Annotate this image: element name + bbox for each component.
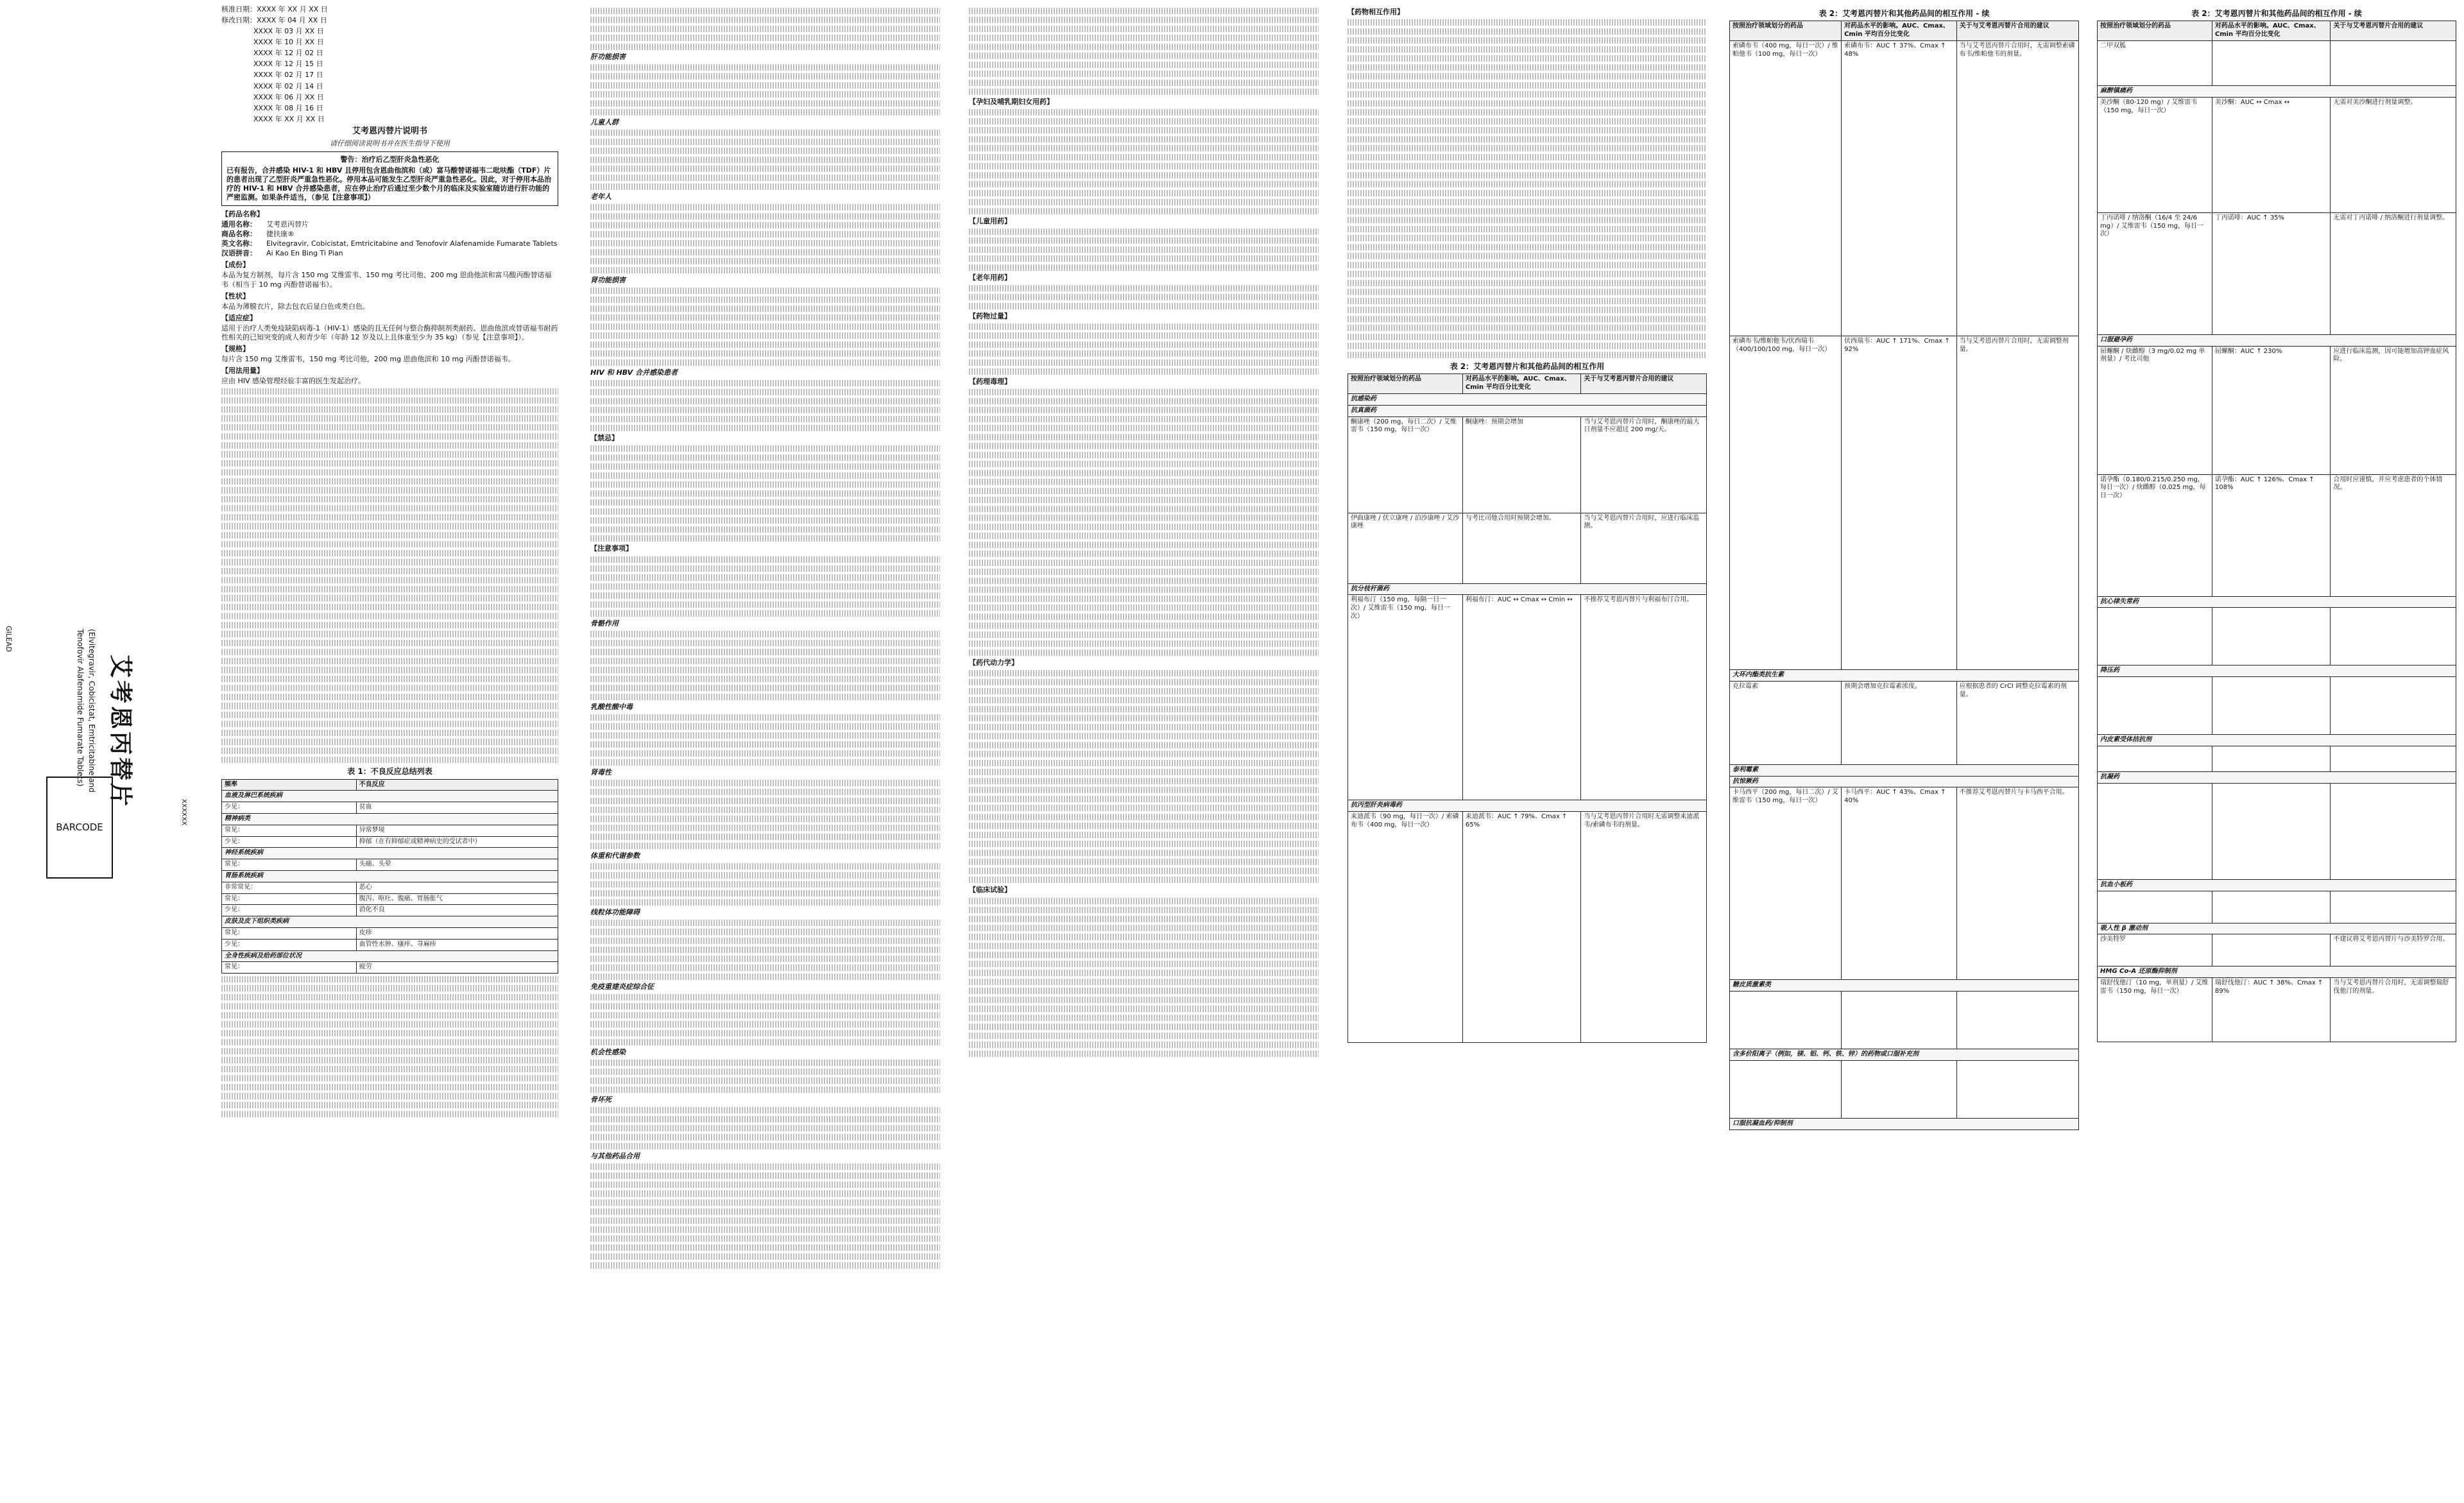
table-2-continued-title: 表 2：艾考恩丙替片和其他药品间的相互作用 - 续 [2191, 9, 2362, 18]
table-cell: 卡马西平：AUC ↑ 43%、Cmax ↑ 40% [1842, 787, 1957, 980]
body-text-block [590, 204, 940, 273]
rotated-english-name-2: Tenofovir Alafenamide Fumarate Tablets) [76, 629, 85, 787]
date-line: XXXX 年 12 月 02 日 [253, 49, 323, 58]
table-cell: 无需对美沙酮进行剂量调整。 [2331, 97, 2456, 212]
subsection-heading: 线粒体功能障碍 [590, 907, 640, 916]
subsection-heading: 免疫重建炎症综合征 [590, 982, 654, 991]
table-section: 口服避孕药 [2098, 334, 2456, 346]
indications-text: 适用于治疗人类免疫缺陷病毒-1（HIV-1）感染的且无任何与整合酶抑制剂类耐药、恩曲他滨或替诺福韦耐药性相关的已知突变的成人和青少年（年龄 12 岁及以上且体重至少为 35 kg）（参见【注意事项】）。 [221, 323, 558, 341]
section-geriatric: 【老年用药】 [969, 273, 1011, 282]
body-text-block [590, 1060, 940, 1093]
table-cell: 索磷布韦：AUC ↑ 37%、Cmax ↑ 48% [1842, 40, 1957, 336]
column-6 [2097, 5, 2456, 1042]
table-section: 大环内酯类抗生素 [1730, 669, 2079, 681]
column-header: 不良反应 [356, 779, 558, 791]
column-header: 关于与艾考恩丙替片合用的建议 [1956, 21, 2078, 41]
table-row: 精神病类 [222, 814, 558, 825]
section-properties: 【性状】 [221, 291, 250, 300]
table-cell: 少见： [222, 939, 357, 950]
date-line: XXXX 年 02 月 14 日 [253, 82, 323, 90]
table-cell: 当与艾考恩丙替片合用时，无需调整剂量。 [1956, 336, 2078, 669]
body-text-block [590, 714, 940, 766]
value: Ai Kao En Bing Ti Pian [266, 249, 343, 258]
trade-name-row [221, 230, 558, 239]
properties-text: 本品为薄膜衣片，除去包衣后显白色或类白色。 [221, 302, 370, 311]
table-cell: 酮康唑（200 mg，每日二次）/ 艾维雷韦（150 mg，每日一次） [1348, 417, 1463, 513]
subsection-heading: 骨坏死 [590, 1095, 612, 1104]
document-title: 艾考恩丙替片说明书 [352, 126, 427, 136]
section-precautions: 【注意事项】 [590, 544, 633, 553]
table-cell: 不推荐艾考恩丙替片与卡马西平合用。 [1956, 787, 2078, 980]
table-section: 泰利霉素 [1730, 764, 2079, 776]
table-section: HMG Co-A 还原酶抑制剂 [2098, 966, 2456, 978]
revision-dates [221, 5, 558, 124]
table-cell: 少见： [222, 836, 357, 848]
table-cell: 腹泻、呕吐、腹痛、胃肠胀气 [356, 893, 558, 905]
section-overdose: 【药物过量】 [969, 312, 1011, 321]
table-cell: 瑞舒伐他汀：AUC ↑ 38%、Cmax ↑ 89% [2212, 978, 2330, 1042]
table-cell: 伊曲康唑 / 伏立康唑 / 泊沙康唑 / 艾沙康唑 [1348, 513, 1463, 583]
interaction-table-continued [2097, 21, 2456, 1042]
body-text-block [590, 64, 940, 116]
document-subtitle: 请仔细阅读说明书并在医生指导下使用 [330, 139, 450, 148]
body-text-block [969, 228, 1319, 271]
table-row: 神经系统疾病 [222, 848, 558, 859]
table-cell: 合用时应谨慎，并应考虑患者的个体情况。 [2331, 474, 2456, 596]
column-header: 关于与艾考恩丙替片合用的建议 [2331, 21, 2456, 41]
english-name-row [221, 239, 558, 248]
table-section: 麻醉镇痛药 [2098, 85, 2456, 97]
subsection-heading: 肾毒性 [590, 768, 612, 777]
table-cell: 美沙酮（80-120 mg）/ 艾维雷韦（150 mg，每日一次） [2098, 97, 2212, 212]
rotated-code: XXXXXX [180, 799, 187, 826]
table-cell: 常见： [222, 928, 357, 940]
body-text-block [590, 556, 940, 617]
body-text-block [969, 285, 1319, 309]
body-text-block [969, 8, 1319, 95]
gilead-logo: GILEAD [4, 626, 13, 652]
column-header: 对药品水平的影响。AUC、Cmax、Cmin 平均百分比变化 [1842, 21, 1957, 41]
table-cell: 当与艾考恩丙替片合用时，无需调整瑞舒伐他汀的剂量。 [2331, 978, 2456, 1042]
table-cell: 卡马西平（200 mg，每日二次）/ 艾维雷韦（150 mg，每日一次） [1730, 787, 1842, 980]
table-cell: 利福布汀：AUC ↔ Cmax ↔ Cmin ↔ [1462, 595, 1580, 800]
body-text-block [221, 976, 558, 1117]
subsection-heading: 肝功能损害 [590, 53, 626, 61]
column-1 [221, 5, 558, 1120]
table-section: 内皮素受体拮抗剂 [2098, 735, 2456, 746]
table-section: 抗凝药 [2098, 771, 2456, 783]
table-cell: 克拉霉素 [1730, 681, 1842, 764]
table-subsection: 抗丙型肝炎病毒药 [1348, 800, 1707, 812]
table-cell: 诺孕酯（0.180/0.215/0.250 mg，每日一次）/ 炔雌醇（0.025 mg，每日一次） [2098, 474, 2212, 596]
table-cell: 少见： [222, 802, 357, 814]
table-cell: 抑郁（在有抑郁症或精神病史的受试者中） [356, 836, 558, 848]
table-cell: 异常梦境 [356, 825, 558, 836]
table-2-continued-title: 表 2：艾考恩丙替片和其他药品间的相互作用 - 续 [1818, 9, 1990, 18]
boxed-warning [221, 151, 558, 206]
date-line: XXXX 年 12 月 15 日 [253, 60, 323, 69]
subsection-heading: HIV 和 HBV 合并感染患者 [590, 368, 678, 377]
table-cell: 无需对丁丙诺啡 / 纳洛酮进行剂量调整。 [2331, 212, 2456, 334]
table-cell: 索磷布韦（400 mg，每日一次）/ 维帕他韦（100 mg，每日一次） [1730, 40, 1842, 336]
value: 捷扶康® [266, 230, 295, 239]
composition-text: 本品为复方制剂，每片含 150 mg 艾维雷韦、150 mg 考比司他、200 mg 恩曲他滨和富马酸丙酚替诺福韦（相当于 10 mg 丙酚替诺福韦）。 [221, 271, 552, 289]
table-cell: 与考比司他合用时预期会增加。 [1462, 513, 1580, 583]
table-cell: 沙美特罗 [2098, 934, 2212, 966]
pinyin-row [221, 249, 558, 258]
table-cell: 常见： [222, 962, 357, 974]
table-row: 皮肤及皮下组织类疾病 [222, 916, 558, 928]
table-cell: 瑞舒伐他汀（10 mg，单剂量）/ 艾维雷韦（150 mg，每日一次） [2098, 978, 2212, 1042]
date-line: XXXX 年 02 月 17 日 [253, 71, 323, 80]
label: 商品名称： [221, 230, 257, 239]
table-section: 糖皮质激素类 [1730, 980, 2079, 992]
section-clinical-trials: 【临床试验】 [969, 886, 1011, 895]
table-row: 血液及淋巴系统疾病 [222, 791, 558, 802]
body-text-block [590, 288, 940, 366]
table-cell: 当与艾考恩丙替片合用时无需调整来迪派韦/索磷布韦的剂量。 [1581, 812, 1707, 1043]
table-cell: 利福布汀（150 mg，每隔一日一次）/ 艾维雷韦（150 mg，每日一次） [1348, 595, 1463, 800]
table-cell: 诺孕酯：AUC ↑ 126%、Cmax ↑ 108% [2212, 474, 2330, 596]
value: Elvitegravir, Cobicistat, Emtricitabine and Tenofovir Alafenamide Fumarate Tablets [266, 239, 558, 248]
table-cell: 恶心 [356, 882, 558, 893]
table-row: 全身性疾病及给药部位状况 [222, 950, 558, 962]
table-subsection: 抗真菌药 [1348, 405, 1707, 417]
label: 通用名称： [221, 220, 257, 229]
subsection-heading: 儿童人群 [590, 118, 619, 127]
table-section: 抗血小板药 [2098, 879, 2456, 891]
body-text-block [590, 920, 940, 980]
subsection-heading: 乳酸性酸中毒 [590, 702, 633, 711]
table-cell: 丁丙诺啡 / 纳洛酮（16/4 至 24/6 mg）/ 艾维雷韦（150 mg，每日一次） [2098, 212, 2212, 334]
body-text-block [590, 994, 940, 1045]
table-cell: 血管性水肿、瘙痒、荨麻疹 [356, 939, 558, 950]
warning-body: 已有报告，合并感染 HIV-1 和 HBV 且停用包含恩曲他滨和（或）富马酸替诺福韦二吡呋酯（TDF）片的患者出现了乙型肝炎严重急性恶化。停用本品可能发生乙型肝炎严重急性恶化。因此，对于停用本品治疗的 HIV-1 和 HBV 合并感染患者，应在停止治疗后通过至少数个月的临床及实验室随访进行肝功能的严密监测。如果条件适当，（参见【注意事项】） [227, 166, 551, 202]
table-cell: 头痛、头晕 [356, 859, 558, 871]
table-cell: 不推荐艾考恩丙替片与利福布汀合用。 [1581, 595, 1707, 800]
label: 英文名称： [221, 239, 257, 248]
date-line: XXXX 年 08 月 16 日 [253, 103, 323, 112]
section-drug-name: 【药品名称】 [221, 209, 264, 218]
body-text-block [590, 631, 940, 700]
table-cell: 索磷布韦/维帕他韦/伏西瑞韦（400/100/100 mg，每日一次） [1730, 336, 1842, 669]
table-cell: 贫血 [356, 802, 558, 814]
date-line: XXXX 年 03 月 XX 日 [253, 27, 324, 36]
body-text-block [590, 1164, 940, 1269]
table-2-title: 表 2：艾考恩丙替片和其他药品间的相互作用 [1450, 362, 1605, 372]
body-text-block [590, 445, 940, 542]
subsection-heading: 体重和代谢参数 [590, 851, 640, 860]
column-header: 频率 [222, 779, 357, 791]
specification-text: 每片含 150 mg 艾维雷韦，150 mg 考比司他，200 mg 恩曲他滨和 10 mg 丙酚替诺福韦。 [221, 355, 515, 364]
subsection-heading: 肾功能损害 [590, 276, 626, 285]
table-cell: 当与艾考恩丙替片合用时，应进行临床监测。 [1581, 513, 1707, 583]
date-line: 修改日期：XXXX 年 04 月 XX 日 [221, 16, 327, 25]
interaction-table-continued [1729, 21, 2079, 1129]
body-text-block [590, 780, 940, 849]
column-header: 对药品水平的影响。AUC、Cmax、Cmin 平均百分比变化 [1462, 374, 1580, 394]
date-line: XXXX 年 10 月 XX 日 [253, 38, 324, 47]
section-pharmacokinetics: 【药代动力学】 [969, 658, 1018, 667]
rotated-product-title: 艾考恩丙替片 [107, 655, 133, 809]
section-composition: 【成份】 [221, 261, 250, 270]
warning-title: 警告：治疗后乙型肝炎急性恶化 [340, 155, 440, 164]
table-section: 抗心律失常药 [2098, 596, 2456, 608]
column-header: 对药品水平的影响。AUC、Cmax、Cmin 平均百分比变化 [2212, 21, 2330, 41]
section-pregnancy: 【孕妇及哺乳期妇女用药】 [969, 98, 1054, 106]
table-1-title: 表 1：不良反应总结列表 [347, 767, 432, 777]
column-header: 按照治疗领域划分的药品 [1348, 374, 1463, 394]
table-section: 吸入性 β 激动剂 [2098, 923, 2456, 934]
table-section: 抗感染药 [1348, 394, 1707, 406]
column-5 [1729, 5, 2079, 1130]
table-cell: 美沙酮：AUC ↔ Cmax ↔ [2212, 97, 2330, 212]
section-usage: 【用法用量】 [221, 366, 264, 375]
body-text-block [590, 130, 940, 190]
table-cell: 伏西瑞韦：AUC ↑ 171%、Cmax ↑ 92% [1842, 336, 1957, 669]
body-text-block [221, 388, 558, 763]
barcode: BARCODE [46, 777, 113, 879]
section-pharmacology: 【药理毒理】 [969, 377, 1011, 386]
body-text-block [590, 1107, 940, 1149]
date-line: XXXX 年 06 月 XX 日 [253, 92, 324, 101]
left-fold-strip [0, 0, 205, 1503]
table-section: 抗惊厥药 [1730, 776, 2079, 787]
table-cell: 应根据患者的 CrCl 调整克拉霉素的剂量。 [1956, 681, 2078, 764]
table-cell: 消化不良 [356, 905, 558, 916]
table-section: 含多价阳离子（例如，镁、铝、钙、铁、锌）的药物或口服补充剂 [1730, 1049, 2079, 1061]
body-text-block [969, 898, 1319, 1057]
subsection-heading: 与其他药品合用 [590, 1152, 640, 1161]
subsection-heading: 骨骼作用 [590, 619, 619, 628]
date-line: XXXX 年 XX 月 XX 日 [253, 114, 325, 123]
table-cell: 应进行临床监测，因可能增加高钾血症风险。 [2331, 346, 2456, 474]
table-cell: 皮疹 [356, 928, 558, 940]
body-text-block [969, 323, 1319, 375]
body-text-block [590, 380, 940, 431]
section-contraindications: 【禁忌】 [590, 434, 619, 443]
table-cell: 来迪派韦（90 mg，每日一次）/ 索磷布韦（400 mg，每日一次） [1348, 812, 1463, 1043]
column-3 [969, 5, 1319, 1060]
body-text-block [590, 863, 940, 906]
value: 艾考恩丙替片 [266, 220, 309, 229]
label: 汉语拼音： [221, 249, 257, 258]
adverse-reactions-table [221, 779, 558, 974]
interaction-table [1348, 374, 1707, 1043]
table-cell: 来迪派韦：AUC ↑ 79%、Cmax ↑ 65% [1462, 812, 1580, 1043]
table-cell: 常见： [222, 859, 357, 871]
body-text-block [969, 109, 1319, 214]
table-cell: 二甲双胍 [2098, 40, 2212, 85]
section-drug-interactions: 【药物相互作用】 [1348, 8, 1404, 16]
section-indications: 【适应症】 [221, 313, 257, 322]
section-specification: 【规格】 [221, 344, 250, 353]
body-text-block [969, 670, 1319, 883]
table-cell: 丁丙诺啡：AUC ↑ 35% [2212, 212, 2330, 334]
table-cell: 非常常见： [222, 882, 357, 893]
date-line: 核准日期：XXXX 年 XX 月 XX 日 [221, 5, 328, 13]
usage-text: 应由 HIV 感染管理经验丰富的医生发起治疗。 [221, 377, 366, 386]
generic-name-row [221, 220, 558, 229]
body-text-block [1348, 19, 1707, 358]
table-cell: 屈螺酮 / 炔雌醇（3 mg/0.02 mg 单剂量）/ 考比司他 [2098, 346, 2212, 474]
section-pediatric: 【儿童用药】 [969, 217, 1011, 226]
table-section: 口服抗凝血药/抑制剂 [1730, 1118, 2079, 1129]
table-cell: 少见： [222, 905, 357, 916]
table-cell: 当与艾考恩丙替片合用时，酮康唑的最大日剂量不应超过 200 mg/天。 [1581, 417, 1707, 513]
body-text-block [969, 389, 1319, 656]
table-cell: 常见： [222, 893, 357, 905]
table-cell: 预期会增加克拉霉素浓度。 [1842, 681, 1957, 764]
table-row: 胃肠系统疾病 [222, 871, 558, 882]
table-cell: 屈螺酮：AUC ↑ 230% [2212, 346, 2330, 474]
table-cell: 酮康唑：预期会增加 [1462, 417, 1580, 513]
body-text-block [590, 8, 940, 50]
column-2 [590, 5, 940, 1271]
column-header: 按照治疗领域划分的药品 [2098, 21, 2212, 41]
table-section: 降压药 [2098, 666, 2456, 677]
table-cell: 常见： [222, 825, 357, 836]
table-cell: 当与艾考恩丙替片合用时，无需调整索磷布韦/维帕他韦的剂量。 [1956, 40, 2078, 336]
table-subsection: 抗分枝杆菌药 [1348, 583, 1707, 595]
rotated-english-name-1: (Elvitegravir, Cobicistat, Emtricitabine and [87, 629, 96, 793]
table-cell: 不建议将艾考恩丙替片与沙美特罗合用。 [2331, 934, 2456, 966]
column-header: 关于与艾考恩丙替片合用的建议 [1581, 374, 1707, 394]
subsection-heading: 老年人 [590, 193, 612, 202]
column-4 [1348, 5, 1707, 1043]
subsection-heading: 机会性感染 [590, 1048, 626, 1057]
column-header: 按照治疗领域划分的药品 [1730, 21, 1842, 41]
table-cell: 疲劳 [356, 962, 558, 974]
